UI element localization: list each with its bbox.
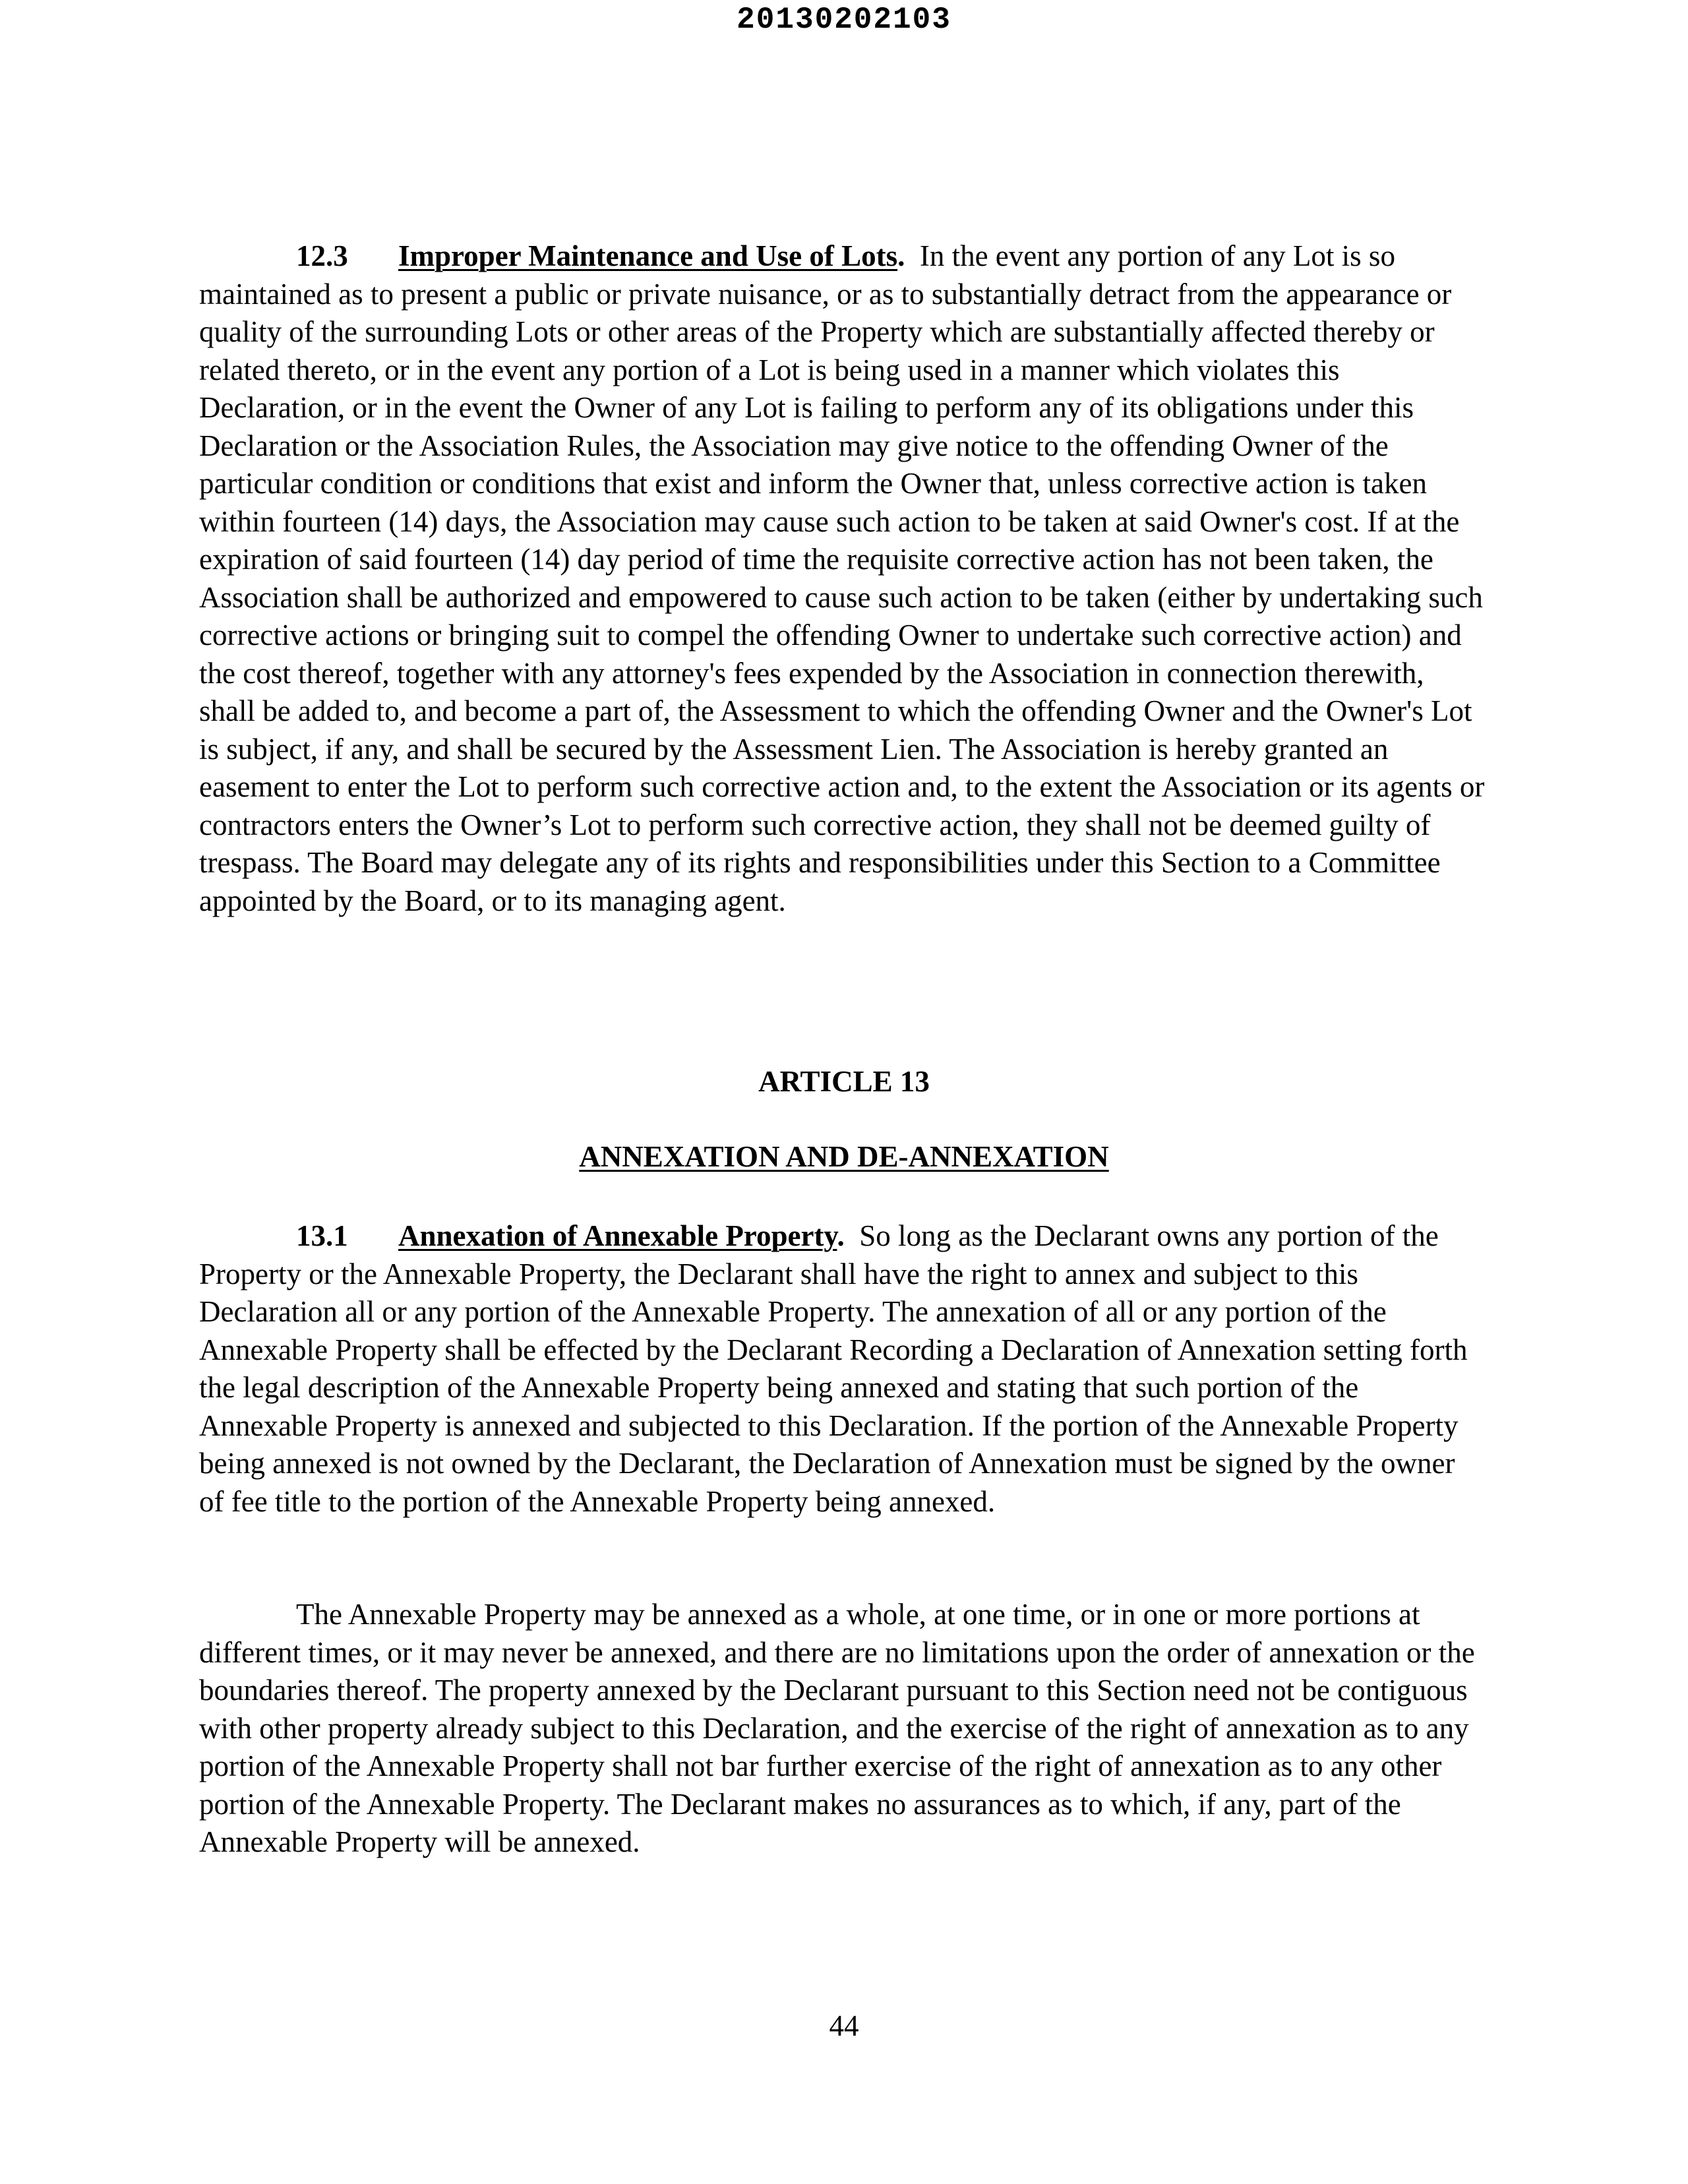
section-13-1 <box>199 1217 1485 1521</box>
section-12-3-number: 12.3 <box>296 239 348 272</box>
section-12-3-title: Improper Maintenance and Use of Lots <box>398 239 898 272</box>
document-number: 20130202103 <box>737 3 951 37</box>
section-12-3-text: In the event any portion of any Lot is so maintained as to present a public or private nuisance, or as to substantially detract from the appearance or quality of the surrounding Lots or other areas of the Property which are substantially affected thereby or related thereto, or in the event any portion of a Lot is being used in a manner which violates this Declaration, or in the event the Owner of any Lot is failing to perform any of its obligations under this Declaration or the Association Rules, the Association may give notice to the offending Owner of the particular condition or conditions that exist and inform the Owner that, unless corrective action is taken within fourteen (14) days, the Association may cause such action to be taken at said Owner's cost. If at the expiration of said fourteen (14) day period of time the requisite corrective action has not been taken, the Association shall be authorized and empowered to cause such action to be taken (either by undertaking such corrective actions or bringing suit to compel the offending Owner to undertake such corrective action) and the cost thereof, together with any attorney's fees expended by the Association in connection therewith, shall be added to, and become a part of, the Assessment to which the offending Owner and the Owner's Lot is subject, if any, and shall be secured by the Assessment Lien. The Association is hereby granted an easement to enter the Lot to perform such corrective action and, to the extent the Association or its agents or contractors enters the Owner’s Lot to perform such corrective action, they shall not be deemed guilty of trespass. The Board may delegate any of its rights and responsibilities under this Section to a Committee appointed by the Board, or to its managing agent. <box>199 239 1485 917</box>
page-number: 44 <box>829 2009 859 2042</box>
section-13-1-paragraph-2-text: The Annexable Property may be annexed as a whole, at one time, or in one or more portions at different times, or it may never be annexed, and there are no limitations upon the order of annexation or the boundaries thereof. The property annexed by the Declarant pursuant to this Section need not be contiguous with other property already subject to this Declaration, and the exercise of the right of annexation as to any portion of the Annexable Property shall not bar further exercise of the right of annexation as to any other portion of the Annexable Property. The Declarant makes no assurances as to which, if any, part of the Annexable Property will be annexed. <box>199 1598 1475 1858</box>
section-12-3 <box>199 237 1485 920</box>
section-12-3-title-period: . <box>897 239 905 272</box>
section-13-1-paragraph-2 <box>199 1596 1485 1862</box>
section-13-1-number: 13.1 <box>296 1219 348 1252</box>
article-label: ARTICLE 13 <box>758 1065 930 1098</box>
article-title-text: ANNEXATION AND DE-ANNEXATION <box>579 1140 1109 1173</box>
section-13-1-title-period: . <box>837 1219 845 1252</box>
section-13-1-text: So long as the Declarant owns any portion of the Property or the Annexable Property, the Declarant shall have the right to annex and subject to this Declaration all or any portion of the Annexable Property. The annexation of all or any portion of the Annexable Property shall be effected by the Declarant Recording a Declaration of Annexation setting forth the legal description of the Annexable Property being annexed and stating that such portion of the Annexable Property is annexed and subjected to this Declaration. If the portion of the Annexable Property being annexed is not owned by the Declarant, the Declaration of Annexation must be signed by the owner of fee title to the portion of the Annexable Property being annexed. <box>199 1219 1468 1518</box>
section-13-1-title: Annexation of Annexable Property <box>398 1219 837 1252</box>
article-title <box>0 1139 1688 1174</box>
